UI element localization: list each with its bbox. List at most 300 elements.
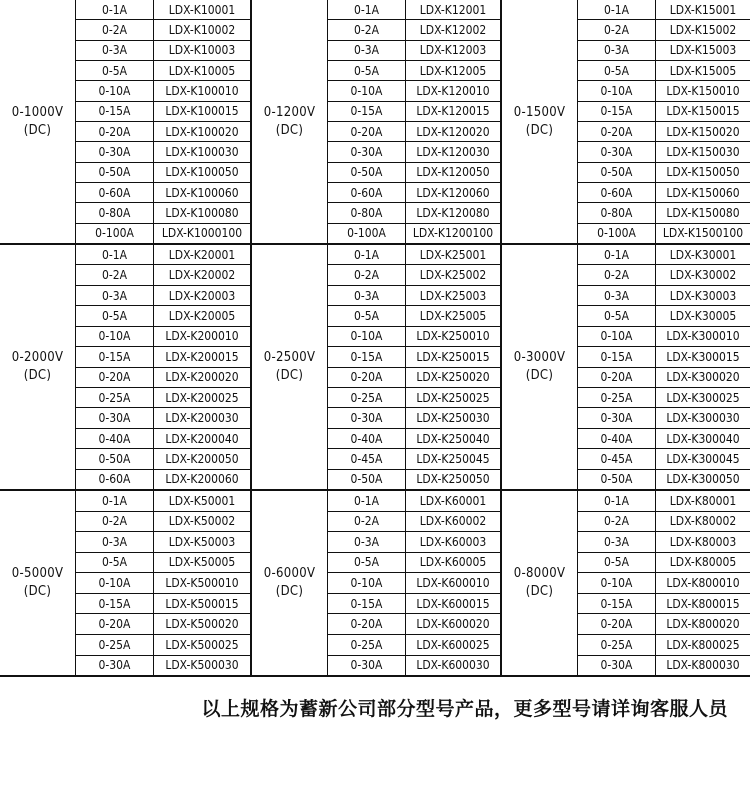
voltage-range: 0-6000V (263, 566, 316, 581)
model-number: LDX-K25002 (419, 268, 487, 283)
current-range: 0-3A (578, 41, 656, 60)
table-row (76, 41, 250, 61)
model-number: LDX-K12002 (419, 22, 487, 37)
model-number: LDX-K250015 (416, 349, 490, 364)
model-number: LDX-K100030 (165, 144, 239, 159)
current-range: 0-25A (578, 388, 656, 407)
voltage-block (250, 0, 500, 243)
table-row (578, 61, 750, 81)
current-range: 0-5A (578, 306, 656, 325)
voltage-cell (502, 0, 578, 243)
voltage-cell (0, 491, 76, 675)
table-row (578, 553, 750, 574)
current-range: 0-30A (578, 142, 656, 161)
table-row (76, 368, 250, 388)
table-row (76, 224, 250, 243)
table-row (328, 553, 500, 574)
current-range: 0-25A (76, 635, 154, 655)
current-range: 0-20A (578, 122, 656, 141)
model-number: LDX-K250020 (416, 370, 490, 385)
current-range: 0-30A (328, 142, 406, 161)
table-row (578, 491, 750, 512)
current-range: 0-40A (76, 429, 154, 448)
table-row (578, 245, 750, 265)
voltage-block (0, 0, 250, 243)
table-row (76, 245, 250, 265)
current-range: 0-10A (328, 573, 406, 593)
spec-row-2 (0, 491, 750, 677)
voltage-block (250, 245, 500, 489)
table-row (328, 614, 500, 635)
model-number: LDX-K800015 (666, 596, 740, 611)
model-number: LDX-K30005 (669, 308, 737, 323)
model-number: LDX-K500015 (165, 596, 239, 611)
model-number: LDX-K80001 (669, 493, 737, 508)
current-range: 0-60A (578, 183, 656, 202)
current-range: 0-20A (76, 614, 154, 634)
current-range: 0-20A (328, 368, 406, 387)
voltage-block (250, 491, 500, 675)
current-range: 0-3A (578, 286, 656, 305)
table-row (328, 429, 500, 449)
table-row (328, 327, 500, 347)
model-number: LDX-K600025 (416, 637, 490, 652)
voltage-type: (DC) (275, 368, 304, 383)
current-range: 0-100A (76, 224, 154, 243)
current-range: 0-5A (76, 553, 154, 573)
current-range: 0-15A (76, 102, 154, 121)
current-range: 0-100A (578, 224, 656, 243)
table-row (578, 635, 750, 656)
current-range: 0-15A (328, 347, 406, 366)
table-row (578, 163, 750, 183)
table-row (578, 20, 750, 40)
model-number: LDX-K200025 (165, 390, 239, 405)
current-range: 0-1A (76, 491, 154, 511)
model-number: LDX-K25003 (419, 288, 487, 303)
current-range: 0-5A (578, 553, 656, 573)
model-number: LDX-K60005 (419, 555, 487, 570)
current-range: 0-20A (328, 122, 406, 141)
model-number: LDX-K120060 (416, 185, 490, 200)
spec-row-1 (0, 245, 750, 491)
model-number: LDX-K800030 (666, 658, 740, 673)
current-range: 0-3A (578, 532, 656, 552)
table-row (328, 512, 500, 533)
table-row (578, 102, 750, 122)
table-row (328, 20, 500, 40)
voltage-cell (502, 491, 578, 675)
table-row (328, 532, 500, 553)
model-number: LDX-K100015 (165, 104, 239, 119)
current-range: 0-30A (328, 408, 406, 427)
model-number: LDX-K250050 (416, 472, 490, 487)
model-number: LDX-K250030 (416, 411, 490, 426)
voltage-type: (DC) (525, 368, 554, 383)
model-number: LDX-K300025 (666, 390, 740, 405)
model-number: LDX-K250010 (416, 329, 490, 344)
current-range: 0-15A (578, 102, 656, 121)
current-range: 0-10A (578, 81, 656, 100)
voltage-type: (DC) (23, 368, 52, 383)
current-range: 0-40A (328, 429, 406, 448)
table-row (76, 265, 250, 285)
model-list (328, 491, 500, 675)
current-range: 0-30A (76, 656, 154, 676)
model-number: LDX-K500030 (165, 658, 239, 673)
model-number: LDX-K300010 (666, 329, 740, 344)
current-range: 0-15A (76, 347, 154, 366)
table-row (578, 142, 750, 162)
current-range: 0-50A (76, 449, 154, 468)
current-range: 0-10A (578, 573, 656, 593)
table-row (328, 61, 500, 81)
current-range: 0-10A (76, 81, 154, 100)
table-row (76, 408, 250, 428)
current-range: 0-20A (328, 614, 406, 634)
table-row (328, 594, 500, 615)
model-number: LDX-K250025 (416, 390, 490, 405)
voltage-cell (252, 245, 328, 489)
model-number: LDX-K60001 (419, 493, 487, 508)
table-row (328, 203, 500, 223)
table-row (578, 573, 750, 594)
table-row (328, 347, 500, 367)
model-number: LDX-K200040 (165, 431, 239, 446)
current-range: 0-25A (578, 635, 656, 655)
current-range: 0-2A (578, 265, 656, 284)
current-range: 0-15A (328, 102, 406, 121)
model-number: LDX-K15003 (669, 43, 737, 58)
model-list (76, 245, 250, 489)
model-number: LDX-K10005 (168, 63, 236, 78)
model-number: LDX-K800010 (666, 576, 740, 591)
model-number: LDX-K800020 (666, 617, 740, 632)
table-row (328, 449, 500, 469)
model-number: LDX-K10001 (168, 2, 236, 17)
table-row (76, 327, 250, 347)
table-row (578, 429, 750, 449)
model-number: LDX-K20003 (168, 288, 236, 303)
current-range: 0-2A (328, 265, 406, 284)
model-number: LDX-K120015 (416, 104, 490, 119)
current-range: 0-50A (578, 470, 656, 489)
current-range: 0-1A (328, 245, 406, 264)
table-row (578, 614, 750, 635)
model-number: LDX-K15005 (669, 63, 737, 78)
model-number: LDX-K600015 (416, 596, 490, 611)
table-row (578, 594, 750, 615)
model-list (328, 0, 500, 243)
table-row (76, 306, 250, 326)
model-number: LDX-K200060 (165, 472, 239, 487)
current-range: 0-3A (328, 286, 406, 305)
voltage-cell (0, 245, 76, 489)
voltage-range: 0-3000V (513, 350, 566, 365)
table-row (76, 81, 250, 101)
current-range: 0-2A (328, 20, 406, 39)
table-row (76, 491, 250, 512)
table-row (578, 286, 750, 306)
current-range: 0-5A (328, 306, 406, 325)
table-row (328, 142, 500, 162)
table-row (328, 470, 500, 489)
voltage-range: 0-2500V (263, 350, 316, 365)
table-row (578, 306, 750, 326)
voltage-range: 0-2000V (11, 350, 64, 365)
table-row (76, 183, 250, 203)
model-number: LDX-K200020 (165, 370, 239, 385)
table-row (578, 512, 750, 533)
footer-note: 以上规格为蓄新公司部分型号产品，更多型号请详询客服人员 (201, 698, 728, 720)
table-row (328, 408, 500, 428)
current-range: 0-5A (328, 61, 406, 80)
voltage-cell (252, 0, 328, 243)
model-number: LDX-K10003 (168, 43, 236, 58)
model-number: LDX-K600010 (416, 576, 490, 591)
current-range: 0-2A (76, 512, 154, 532)
current-range: 0-2A (76, 20, 154, 39)
model-number: LDX-K200030 (165, 411, 239, 426)
table-row (328, 573, 500, 594)
model-number: LDX-K120080 (416, 205, 490, 220)
table-row (328, 265, 500, 285)
voltage-type: (DC) (275, 122, 304, 138)
model-number: LDX-K600020 (416, 617, 490, 632)
table-row (76, 347, 250, 367)
table-row (76, 449, 250, 469)
table-row (578, 388, 750, 408)
model-number: LDX-K100060 (165, 185, 239, 200)
model-number: LDX-K80002 (669, 514, 737, 529)
model-number: LDX-K300030 (666, 411, 740, 426)
model-number: LDX-K12003 (419, 43, 487, 58)
table-row (578, 449, 750, 469)
voltage-type: (DC) (275, 584, 304, 599)
model-number: LDX-K120050 (416, 165, 490, 180)
current-range: 0-20A (76, 368, 154, 387)
table-row (76, 163, 250, 183)
model-number: LDX-K120020 (416, 124, 490, 139)
table-row (328, 286, 500, 306)
table-row (328, 245, 500, 265)
model-number: LDX-K12005 (419, 63, 487, 78)
table-row (328, 122, 500, 142)
current-range: 0-15A (76, 594, 154, 614)
voltage-range: 0-1500V (513, 104, 566, 120)
current-range: 0-15A (578, 594, 656, 614)
model-number: LDX-K150060 (666, 185, 740, 200)
current-range: 0-20A (578, 368, 656, 387)
current-range: 0-80A (578, 203, 656, 222)
table-row (76, 388, 250, 408)
current-range: 0-2A (578, 20, 656, 39)
table-row (76, 635, 250, 656)
voltage-block (500, 245, 750, 489)
current-range: 0-15A (578, 347, 656, 366)
current-range: 0-50A (328, 470, 406, 489)
current-range: 0-20A (76, 122, 154, 141)
model-number: LDX-K50002 (168, 514, 236, 529)
current-range: 0-1A (328, 0, 406, 19)
table-row (578, 656, 750, 676)
voltage-cell (252, 491, 328, 675)
table-row (328, 224, 500, 243)
current-range: 0-25A (328, 635, 406, 655)
table-row (76, 142, 250, 162)
current-range: 0-1A (578, 245, 656, 264)
model-number: LDX-K15002 (669, 22, 737, 37)
table-row (578, 81, 750, 101)
model-number: LDX-K100080 (165, 205, 239, 220)
voltage-type: (DC) (525, 122, 554, 138)
table-row (578, 122, 750, 142)
voltage-range: 0-5000V (11, 566, 64, 581)
model-number: LDX-K20005 (168, 308, 236, 323)
table-row (578, 265, 750, 285)
model-list (328, 245, 500, 489)
current-range: 0-50A (578, 163, 656, 182)
current-range: 0-10A (328, 81, 406, 100)
table-row (76, 614, 250, 635)
voltage-range: 0-1000V (11, 104, 64, 120)
model-number: LDX-K150050 (666, 165, 740, 180)
model-list (578, 0, 750, 243)
current-range: 0-2A (328, 512, 406, 532)
model-number: LDX-K100010 (165, 83, 239, 98)
table-row (76, 594, 250, 615)
model-number: LDX-K150020 (666, 124, 740, 139)
model-number: LDX-K300050 (666, 472, 740, 487)
table-row (76, 532, 250, 553)
voltage-cell (0, 0, 76, 243)
current-range: 0-3A (328, 532, 406, 552)
model-number: LDX-K150015 (666, 104, 740, 119)
table-row (578, 408, 750, 428)
current-range: 0-5A (328, 553, 406, 573)
table-row (328, 388, 500, 408)
model-number: LDX-K150030 (666, 144, 740, 159)
current-range: 0-1A (328, 491, 406, 511)
current-range: 0-10A (76, 573, 154, 593)
model-list (76, 0, 250, 243)
model-list (578, 491, 750, 675)
model-number: LDX-K500010 (165, 576, 239, 591)
current-range: 0-50A (328, 163, 406, 182)
current-range: 0-30A (578, 656, 656, 676)
table-row (578, 183, 750, 203)
table-row (76, 20, 250, 40)
model-number: LDX-K12001 (419, 2, 487, 17)
model-number: LDX-K80005 (669, 555, 737, 570)
table-row (578, 224, 750, 243)
current-range: 0-2A (76, 265, 154, 284)
current-range: 0-60A (328, 183, 406, 202)
voltage-type: (DC) (23, 122, 52, 138)
table-row (328, 81, 500, 101)
current-range: 0-30A (76, 408, 154, 427)
model-number: LDX-K1500100 (662, 226, 744, 241)
model-number: LDX-K1200100 (412, 226, 494, 241)
model-number: LDX-K120010 (416, 83, 490, 98)
model-list (76, 491, 250, 675)
voltage-range: 0-8000V (513, 566, 566, 581)
current-range: 0-30A (578, 408, 656, 427)
voltage-type: (DC) (525, 584, 554, 599)
current-range: 0-5A (76, 306, 154, 325)
model-number: LDX-K300045 (666, 451, 740, 466)
spec-row-0 (0, 0, 750, 245)
current-range: 0-1A (578, 491, 656, 511)
model-list (578, 245, 750, 489)
model-number: LDX-K1000100 (161, 226, 243, 241)
model-number: LDX-K200015 (165, 349, 239, 364)
voltage-cell (502, 245, 578, 489)
current-range: 0-15A (328, 594, 406, 614)
table-row (76, 512, 250, 533)
model-number: LDX-K250045 (416, 451, 490, 466)
current-range: 0-2A (578, 512, 656, 532)
table-row (328, 491, 500, 512)
model-number: LDX-K30001 (669, 247, 737, 262)
model-number: LDX-K100050 (165, 165, 239, 180)
table-row (76, 122, 250, 142)
model-number: LDX-K30002 (669, 268, 737, 283)
table-row (328, 368, 500, 388)
model-number: LDX-K15001 (669, 2, 737, 17)
current-range: 0-1A (76, 0, 154, 19)
model-number: LDX-K10002 (168, 22, 236, 37)
model-number: LDX-K20002 (168, 268, 236, 283)
table-row (578, 347, 750, 367)
table-row (76, 656, 250, 676)
current-range: 0-30A (76, 142, 154, 161)
model-number: LDX-K50001 (168, 493, 236, 508)
current-range: 0-80A (328, 203, 406, 222)
model-number: LDX-K120030 (416, 144, 490, 159)
table-row (76, 573, 250, 594)
model-number: LDX-K150080 (666, 205, 740, 220)
current-range: 0-10A (328, 327, 406, 346)
model-number: LDX-K50003 (168, 534, 236, 549)
table-row (328, 183, 500, 203)
current-range: 0-5A (578, 61, 656, 80)
current-range: 0-60A (76, 183, 154, 202)
current-range: 0-1A (76, 245, 154, 264)
table-row (328, 163, 500, 183)
table-row (76, 553, 250, 574)
model-number: LDX-K150010 (666, 83, 740, 98)
voltage-block (500, 491, 750, 675)
table-row (578, 470, 750, 489)
table-row (76, 429, 250, 449)
current-range: 0-3A (76, 41, 154, 60)
table-row (328, 635, 500, 656)
model-number: LDX-K20001 (168, 247, 236, 262)
table-row (578, 203, 750, 223)
voltage-type: (DC) (23, 584, 52, 599)
current-range: 0-3A (76, 532, 154, 552)
voltage-block (0, 491, 250, 675)
model-number: LDX-K30003 (669, 288, 737, 303)
model-number: LDX-K25001 (419, 247, 487, 262)
current-range: 0-5A (76, 61, 154, 80)
current-range: 0-25A (76, 388, 154, 407)
model-number: LDX-K200050 (165, 451, 239, 466)
table-row (578, 327, 750, 347)
model-number: LDX-K600030 (416, 658, 490, 673)
model-number: LDX-K250040 (416, 431, 490, 446)
